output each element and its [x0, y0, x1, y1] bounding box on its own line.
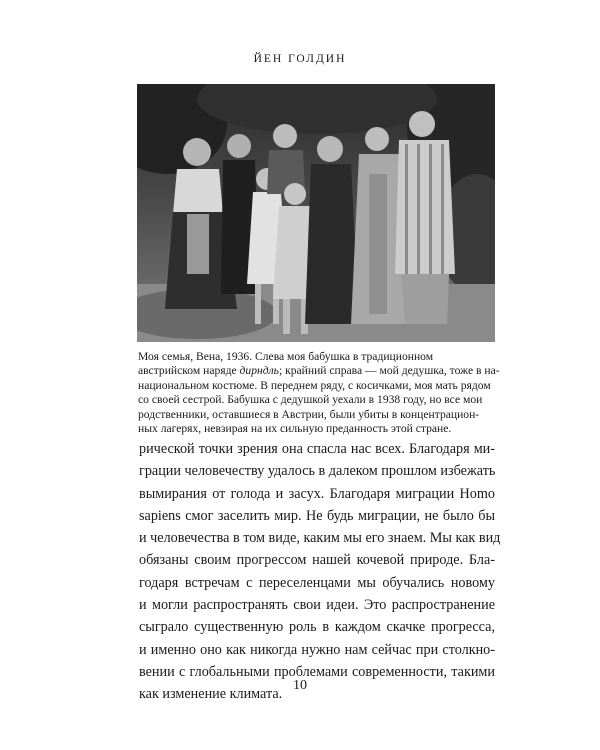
body-line: и человечества в том виде, каким мы его знаем. Мы как вид	[139, 530, 501, 547]
caption-italic-term: дирндль	[239, 364, 279, 378]
caption-line: со своей сестрой. Бабушка с дедушкой уехали в 1938 году, но все мои	[138, 393, 483, 407]
body-line: грации человечеству удалось в далеком прошлом избежать	[139, 463, 496, 480]
body-line: сыграло существенную роль в каждом скачке прогресса,	[139, 619, 495, 636]
body-line: и именно оно как никогда нужно нам сейчас при столкно-	[139, 641, 495, 658]
caption-line-rest: ; крайний справа — мой дедушка, тоже в на-	[278, 364, 500, 378]
body-paragraph	[139, 438, 501, 706]
caption-line: национальном костюме. В переднем ряду, с косичками, моя мать рядом	[138, 378, 491, 392]
photo-caption	[138, 350, 500, 436]
caption-line	[138, 364, 500, 378]
page-number: 10	[293, 678, 307, 693]
body-line: и могли распространять свои идеи. Это распространение	[139, 597, 495, 614]
body-line: обязаны своим прогрессом нашей кочевой природе. Бла-	[139, 552, 495, 569]
body-line: рической точки зрения она спасла нас всех. Благодаря ми-	[139, 441, 495, 457]
running-head: ЙЕН ГОЛДИН	[253, 53, 347, 65]
caption-line: ных лагерях, невзирая на их сильную преданность этой стране.	[138, 422, 452, 436]
caption-line: родственники, оставшиеся в Австрии, были убиты в концентрацион-	[138, 407, 480, 421]
body-line: вымирания от голода и засух. Благодаря миграции Homo	[139, 485, 495, 502]
caption-line-start: австрийском наряде	[138, 364, 240, 378]
body-line: sapiens смог заселить мир. Не будь миграции, не было бы	[139, 507, 495, 524]
caption-line: Моя семья, Вена, 1936. Слева моя бабушка в традиционном	[138, 350, 434, 363]
body-line: как изменение климата.	[139, 686, 283, 703]
family-photo	[137, 84, 495, 342]
body-line: годаря встречам с переселенцами мы обучались новому	[139, 574, 495, 591]
body-line: вении с глобальными проблемами современности, такими	[139, 663, 495, 680]
